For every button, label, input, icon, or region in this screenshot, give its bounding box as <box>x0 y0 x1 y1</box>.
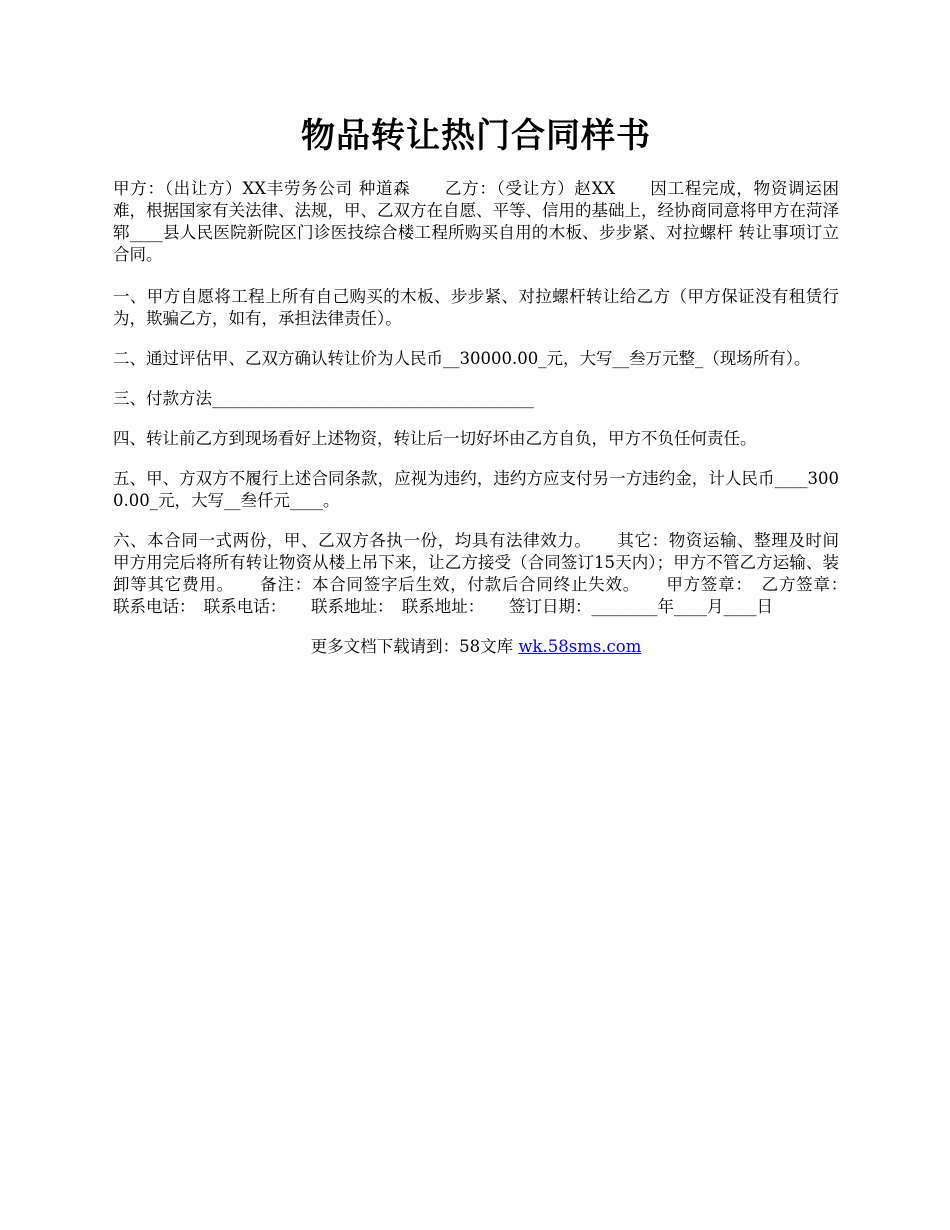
clause-four: 四、转让前乙方到现场看好上述物资，转让后一切好坏由乙方自负，甲方不负任何责任。 <box>113 429 757 448</box>
clause-three: 三、付款方法_______________________________________ <box>113 389 534 408</box>
document-title: 物品转让热门合同样书 <box>301 116 651 156</box>
contract-intro-paragraph: 甲方：（出让方）XX丰劳务公司 种道森 乙方：（受让方）赵XX 因工程完成，物资调运困难，根据国家有关法律、法规，甲、乙双方在自愿、平等、信用的基础上，经协商同意将甲方在菏泽郓____县人民医院新院区门诊医技综合楼工程所购买自用的木板、步步紧、对拉螺杆 转让事项订立合同。 <box>113 179 839 264</box>
clause-two: 二、通过评估甲、乙双方确认转让价为人民币__30000.00_元，大写__叁万元整_（现场所有）。 <box>113 349 811 368</box>
document-page <box>113 110 872 658</box>
footer-prefix: 更多文档下载请到：58文库 <box>310 637 519 656</box>
footer-link[interactable]: wk.58sms.com <box>518 637 642 656</box>
clause-one: 一、甲方自愿将工程上所有自己购买的木板、步步紧、对拉螺杆转让给乙方（甲方保证没有租赁行为，欺骗乙方，如有，承担法律责任）。 <box>113 287 839 328</box>
clause-five: 五、甲、方双方不履行上述合同条款，应视为违约，违约方应支付另一方违约金，计人民币____3000.00_元，大写__叁仟元____。 <box>113 469 839 510</box>
clause-six: 六、本合同一式两份，甲、乙双方各执一份，均具有法律效力。 其它：物资运输、整理及时间 甲方用完后将所有转让物资从楼上吊下来，让乙方接受（合同签订15天内）；甲方不管乙方运输、装卸等其它费用。 备注：本合同签字后生效，付款后合同终止失效。 甲方签章： 乙方签章： 联系电话： 联系电话： 联系地址： 联系地址： 签订日期：________年____月____日 <box>113 531 872 616</box>
download-footer <box>113 636 839 658</box>
